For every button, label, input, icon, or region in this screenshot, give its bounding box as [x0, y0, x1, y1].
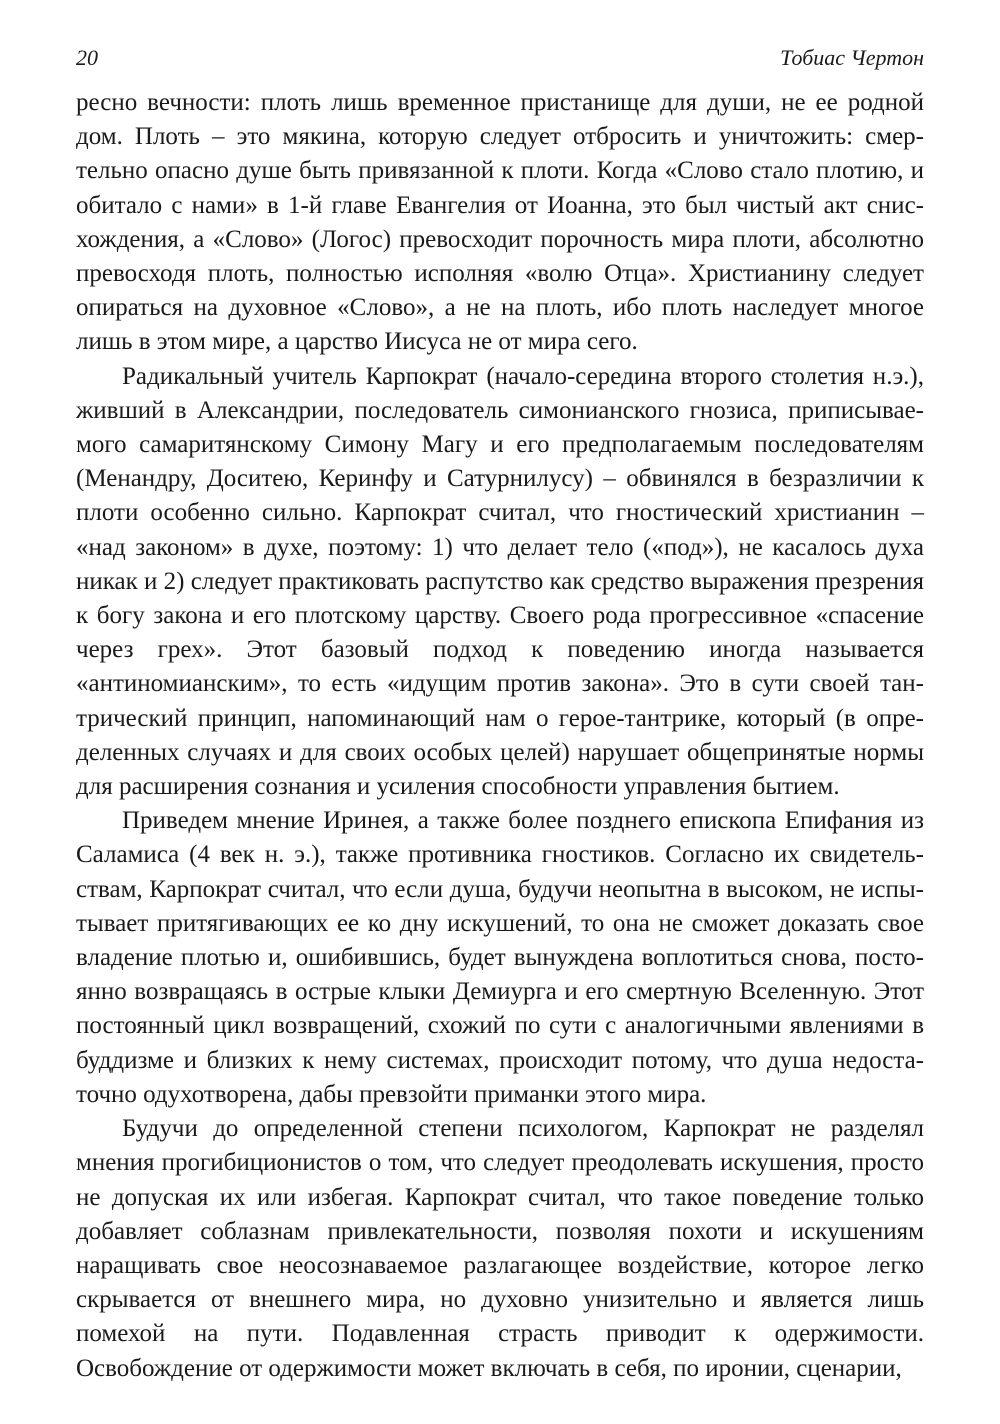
page-number: 20 [76, 45, 98, 70]
paragraph-carpocrates-intro: Радикальный учитель Карпократ (начало-середина второго столетия н.э.), живший в Александрии, последователь симонианского гнозиса, приписываемого самаритянскому Симону Магу и его предполагаемым последователям (Менандру, Доситею, Керинфу и Сатурнилусу) – обвинялся в безразличии к плоти особенно сильно. Карпократ считал, что гностический христианин – «над законом» в духе, поэтому: 1) что делает тело («под»), не касалось духа никак и 2) следует практиковать распутство как средство выражения презрения к богу закона и его плотскому царству. Своего рода прогрессивное «спасение через грех». Этот базовый подход к поведению иногда называется «антиномианским», то есть «идущим против закона». Это в сути своей тантрический принцип, напоминающий нам о герое-тантрике, который (в определенных случаях и для своих особых целей) нарушает общепринятые нормы для расширения сознания и усиления способности управления бытием. [76, 362, 924, 801]
paragraph-irenaeus-epiphanius: Приведем мнение Иринея, а также более позднего епископа Епифания из Саламиса (4 век н. э.), также противника гностиков. Согласно их свидетельствам, Карпократ считал, что если душа, будучи неопытна в высоком, не испытывает притягивающих ее ко дну искушений, то она не сможет доказать свое владение плотью и, ошибившись, будет вынуждена воплотиться снова, постоянно возвращаясь в острые клыки Демиурга и его смертную Вселенную. Этот постоянный цикл возвращений, схожий по сути с аналогичными явлениями в буддизме и близких к нему системах, происходит потому, что душа недостаточно одухотворена, дабы превзойти приманки этого мира. [76, 807, 924, 1108]
paragraph-continued: ресно вечности: плоть лишь временное пристанище для души, не ее родной дом. Плоть – это мякина, которую следует отбросить и уничтожить: смертельно опасно душе быть привязанной к плоти. Когда «Слово стало плотию, и обитало с нами» в 1-й главе Евангелия от Иоанна, это был чистый акт снисхождения, а «Слово» (Логос) превосходит порочность мира плоти, абсолютно превосходя плоть, полностью исполняя «волю Отца». Христианину следует опираться на духовное «Слово», а не на плоть, ибо плоть наследует многое лишь в этом мире, а царство Иисуса не от мира сего. [76, 89, 924, 356]
running-header [76, 42, 924, 74]
paragraph-carpocrates-psychology: Будучи до определенной степени психологом, Карпократ не разделял мнения прогибиционистов о том, что следует преодолевать искушения, просто не допуская их или избегая. Карпократ считал, что такое поведение только добавляет соблазнам привлекательности, позволяя похоти и искушениям наращивать свое неосознаваемое разлагающее воздействие, которое легко скрывается от внешнего мира, но духовно унизительно и является лишь помехой на пути. Подавленная страсть приводит к одержимости. Освобождение от одержимости может включать в себя, по иронии, сценарии, [76, 1115, 924, 1382]
text-body [76, 86, 924, 1386]
running-head-author: Тобиас Чертон [780, 45, 924, 70]
